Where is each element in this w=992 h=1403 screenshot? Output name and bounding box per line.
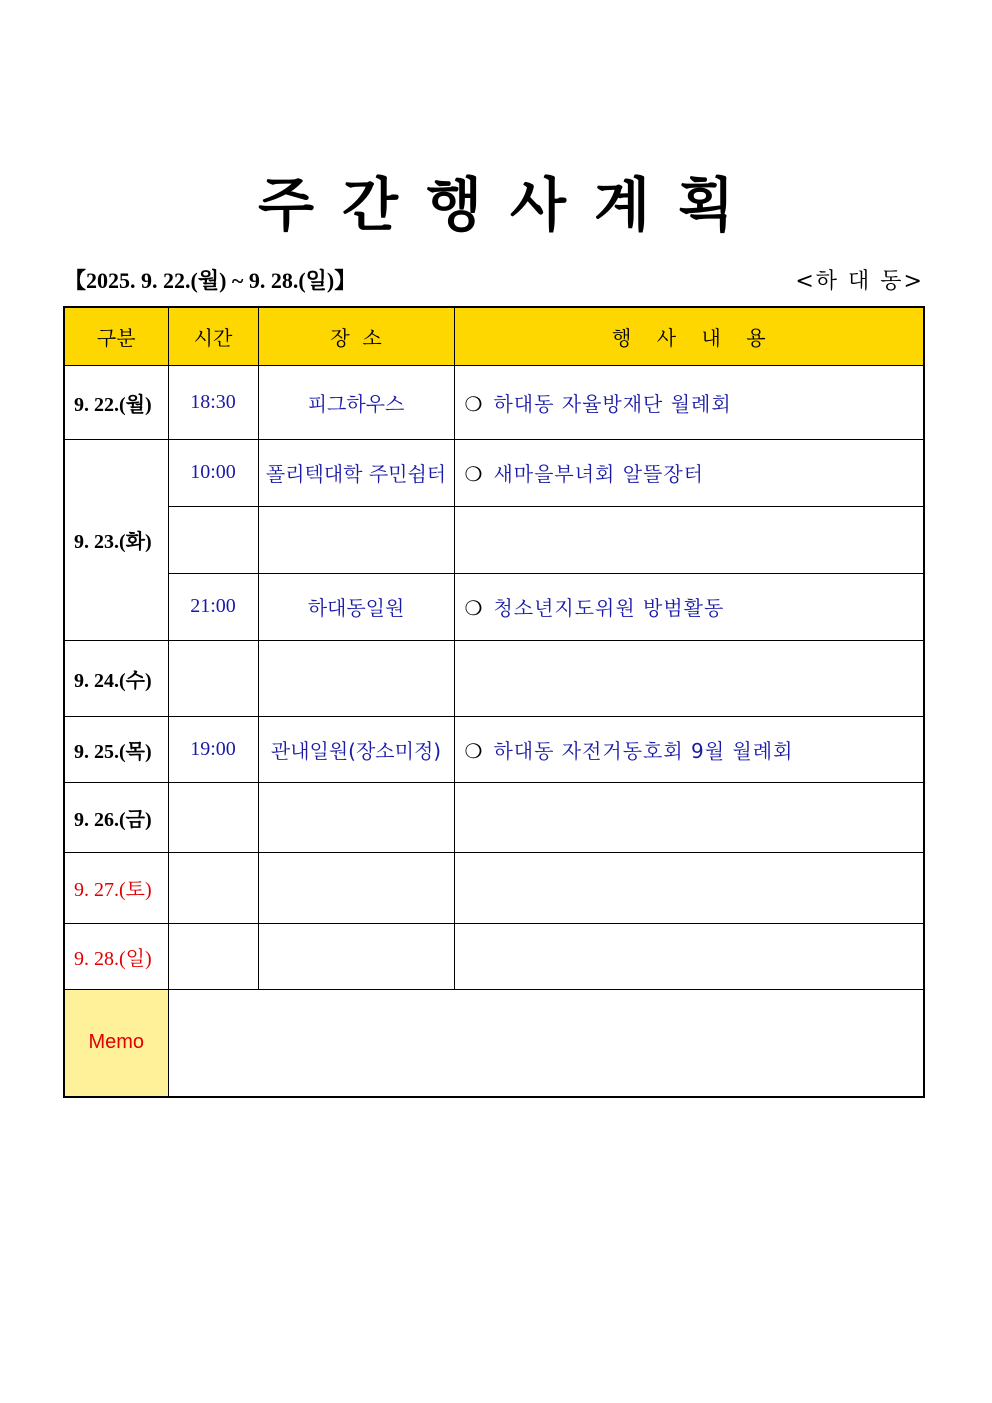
day-cell: 9. 28.(일) [64,923,168,989]
day-cell: 9. 24.(수) [64,640,168,716]
table-row [64,852,924,923]
event-cell [454,782,924,852]
title-char: 간 [341,171,399,239]
place-cell [258,506,454,573]
time-cell [168,640,258,716]
table-row [64,365,924,439]
place-cell: 폴리텍대학 주민쉼터 [258,439,454,506]
place-cell [258,923,454,989]
header-place: 장 소 [258,307,454,365]
table-row [64,640,924,716]
time-cell: 19:00 [168,716,258,782]
event-cell [454,852,924,923]
time-cell: 21:00 [168,573,258,640]
bullet-icon: ❍ [464,462,484,486]
title-char: 행 [425,171,483,239]
event-cell [454,573,924,640]
event-cell [454,439,924,506]
event-cell [454,923,924,989]
time-cell [168,923,258,989]
place-cell: 피그하우스 [258,365,454,439]
bullet-icon: ❍ [464,596,484,620]
time-cell: 18:30 [168,365,258,439]
header-event: 행 사 내 용 [454,307,924,365]
time-cell [168,506,258,573]
day-cell: 9. 27.(토) [64,852,168,923]
bullet-icon: ❍ [464,391,484,416]
place-cell [258,852,454,923]
event-text: 하대동 자율방재단 월례회 [493,391,732,416]
event-cell [454,365,924,439]
place-cell: 하대동일원 [258,573,454,640]
title-char: 사 [509,171,567,239]
event-cell [454,640,924,716]
memo-label: Memo [64,989,168,1097]
page-title [0,158,992,242]
place-cell [258,782,454,852]
day-cell: 9. 26.(금) [64,782,168,852]
event-text: 청소년지도위원 방범활동 [493,596,725,620]
time-cell [168,852,258,923]
table-row [64,573,924,640]
period-range: 【2025. 9. 22.(월) ~ 9. 28.(일)】 [64,268,357,293]
place-cell: 관내일원(장소미정) [258,716,454,782]
header-category: 구분 [64,307,168,365]
schedule-table [63,306,925,1098]
bullet-icon: ❍ [464,738,484,763]
table-row [64,923,924,989]
time-cell [168,782,258,852]
day-cell: 9. 23.(화) [64,439,168,640]
title-char: 주 [257,171,315,239]
table-row [64,716,924,782]
title-char: 계 [593,171,651,239]
event-cell [454,716,924,782]
event-cell [454,506,924,573]
time-cell: 10:00 [168,439,258,506]
day-cell: 9. 25.(목) [64,716,168,782]
memo-row [64,989,924,1097]
place-cell [258,640,454,716]
department-label: <하 대 동> [795,269,924,294]
memo-field[interactable] [168,989,924,1097]
table-row [64,439,924,506]
day-cell: 9. 22.(월) [64,365,168,439]
event-text: 새마을부녀회 알뜰장터 [493,462,704,486]
header-time: 시간 [168,307,258,365]
title-char: 획 [677,171,735,239]
event-text: 하대동 자전거동호회 9월 월례회 [493,738,794,763]
table-row [64,782,924,852]
header-row [64,307,924,365]
table-row [64,506,924,573]
